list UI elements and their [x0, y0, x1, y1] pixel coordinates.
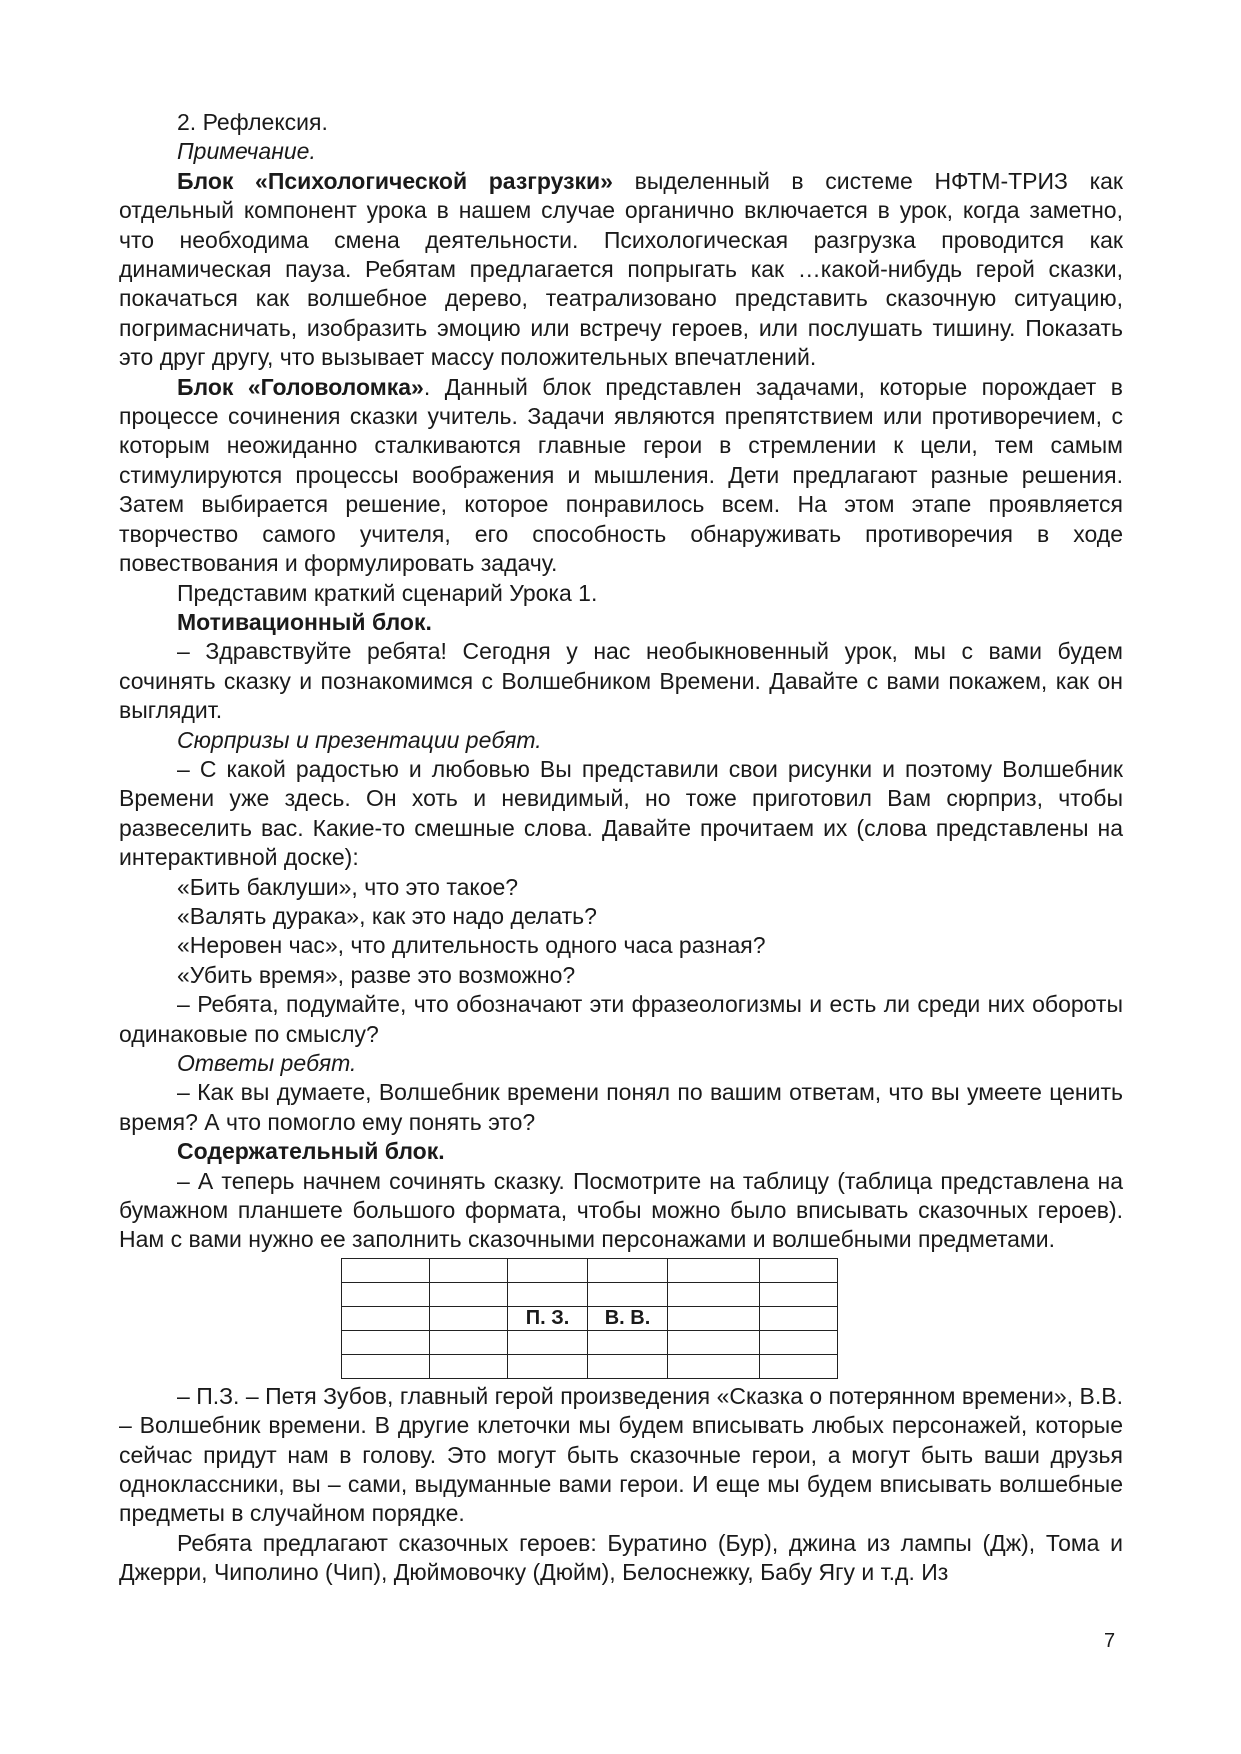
puzzle-block-text: . Данный блок представлен задачами, которые порождает в процессе сочинения сказки учитель. Задачи являются препятствием или противоречием, с которым неожиданно сталкиваются главные герои в стремлении к цели, тем самым стимулируются процессы воображения и мышления. Дети предлагают разные решения. Затем выбирается решение, которое понравилось всем. На этом этапе проявляется творчество самого учителя, его способность обнаруживать противоречия в ходе повествования и формулировать задачу. — [119, 373, 1123, 577]
motivation-heading: Мотивационный блок. — [177, 608, 432, 635]
idiom-3: «Неровен час», что длительность одного часа разная? — [177, 932, 766, 959]
grid-row — [342, 1330, 838, 1354]
page-number: 7 — [1104, 1630, 1116, 1652]
grid-cell — [588, 1282, 668, 1306]
compose-paragraph: – А теперь начнем сочинять сказку. Посмотрите на таблицу (таблица представлена на бумажном планшете большого формата, чтобы можно было вписывать сказочных героев). Нам с вами нужно ее заполнить сказочными персонажами и волшебными предметами. — [119, 1167, 1123, 1253]
paragraph-psych-relief — [119, 167, 1123, 373]
paragraph-puzzle — [119, 373, 1123, 579]
fairy-tale-grid — [341, 1258, 838, 1379]
kids-suggest-paragraph: Ребята предлагают сказочных героев: Буратино (Бур), джина из лампы (Дж), Тома и Джерри, Чиполино (Чип), Дюймовочку (Дюйм), Белоснежку, Бабу Ягу и т.д. Из — [119, 1529, 1123, 1586]
grid-cell — [668, 1330, 760, 1354]
grid-cell — [588, 1354, 668, 1378]
grid-cell — [342, 1282, 430, 1306]
idiom-1: «Бить баклуши», что это такое? — [177, 873, 519, 900]
heading-reflection: 2. Рефлексия. — [177, 109, 328, 135]
grid-cell — [588, 1330, 668, 1354]
grid-cell — [760, 1354, 838, 1378]
surprises-note: Сюрпризы и презентации ребят. — [177, 726, 542, 753]
grid-body — [342, 1258, 838, 1378]
grid-cell — [342, 1330, 430, 1354]
how-think-paragraph: – Как вы думаете, Волшебник времени понял по вашим ответам, что вы умеете ценить время? А что помогло ему понять это? — [119, 1079, 1123, 1135]
grid-cell — [430, 1258, 508, 1282]
grid-row — [342, 1258, 838, 1282]
grid-cell — [668, 1306, 760, 1330]
grid-row — [342, 1306, 838, 1330]
grid-cell — [508, 1354, 588, 1378]
grid-cell — [508, 1282, 588, 1306]
idiom-2: «Валять дурака», как это надо делать? — [177, 902, 597, 929]
grid-cell — [668, 1354, 760, 1378]
answers-note: Ответы ребят. — [177, 1050, 357, 1076]
think-paragraph: – Ребята, подумайте, что обозначают эти фразеологизмы и есть ли среди них обороты одинаковые по смыслу? — [119, 991, 1123, 1047]
grid-cell — [760, 1282, 838, 1306]
grid-cell — [430, 1330, 508, 1354]
pz-explain-paragraph: – П.З. – Петя Зубов, главный герой произведения «Сказка о потерянном времени», В.В. – Волшебник времени. В другие клеточки мы будем вписывать любых персонажей, которые сейчас придут нам в голову. Это могут быть сказочные герои, а могут быть ваши друзья одноклассники, вы – сами, выдуманные вами герои. И еще мы будем вписывать волшебные предметы в случайном порядке. — [119, 1382, 1123, 1527]
grid-cell — [430, 1282, 508, 1306]
grid-cell — [760, 1306, 838, 1330]
psych-block-text: выделенный в системе НФТМ-ТРИЗ как отдельный компонент урока в нашем случае органично включается в урок, когда заметно, что необходима смена деятельности. Психологическая разгрузка проводится как динамическая пауза. Ребятам предлагается попрыгать как …какой-нибудь герой сказки, покачаться как волшебное дерево, театрализовано представить сказочную ситуацию, погримасничать, изобразить эмоцию или встречу героев, или послушать тишину. Показать это друг другу, что вызывает массу положительных впечатлений. — [119, 167, 1123, 371]
grid-cell — [342, 1306, 430, 1330]
content-heading: Содержательный блок. — [177, 1138, 445, 1165]
grid-cell-pz: П. З. — [508, 1306, 588, 1330]
grid-cell — [668, 1282, 760, 1306]
scenario-intro: Представим краткий сценарий Урока 1. — [177, 579, 598, 606]
grid-cell — [430, 1306, 508, 1330]
idiom-4: «Убить время», разве это возможно? — [177, 961, 576, 988]
grid-cell — [668, 1258, 760, 1282]
joy-paragraph: – С какой радостью и любовью Вы представили свои рисунки и поэтому Волшебник Времени уже здесь. Он хоть и невидимый, но тоже приготовил Вам сюрприз, чтобы развеселить вас. Какие-то смешные слова. Давайте прочитаем их (слова представлены на интерактивной доске): — [119, 755, 1123, 871]
grid-cell — [430, 1354, 508, 1378]
grid-cell — [342, 1354, 430, 1378]
grid-cell — [588, 1258, 668, 1282]
grid-cell-vv: В. В. — [588, 1306, 668, 1330]
grid-cell — [508, 1258, 588, 1282]
grid-row — [342, 1354, 838, 1378]
grid-cell — [342, 1258, 430, 1282]
document-page — [119, 108, 1123, 1588]
psych-block-title: Блок «Психологической разгрузки» — [177, 167, 613, 194]
grid-row — [342, 1282, 838, 1306]
grid-cell — [760, 1330, 838, 1354]
greeting-paragraph: – Здравствуйте ребята! Сегодня у нас необыкновенный урок, мы с вами будем сочинять сказку и познакомимся с Волшебником Времени. Давайте с вами покажем, как он выглядит. — [119, 638, 1123, 724]
grid-cell — [760, 1258, 838, 1282]
fairy-tale-grid-wrapper — [341, 1258, 1123, 1379]
note-label: Примечание. — [177, 138, 316, 165]
grid-cell — [508, 1330, 588, 1354]
puzzle-block-title: Блок «Головоломка» — [177, 373, 424, 400]
